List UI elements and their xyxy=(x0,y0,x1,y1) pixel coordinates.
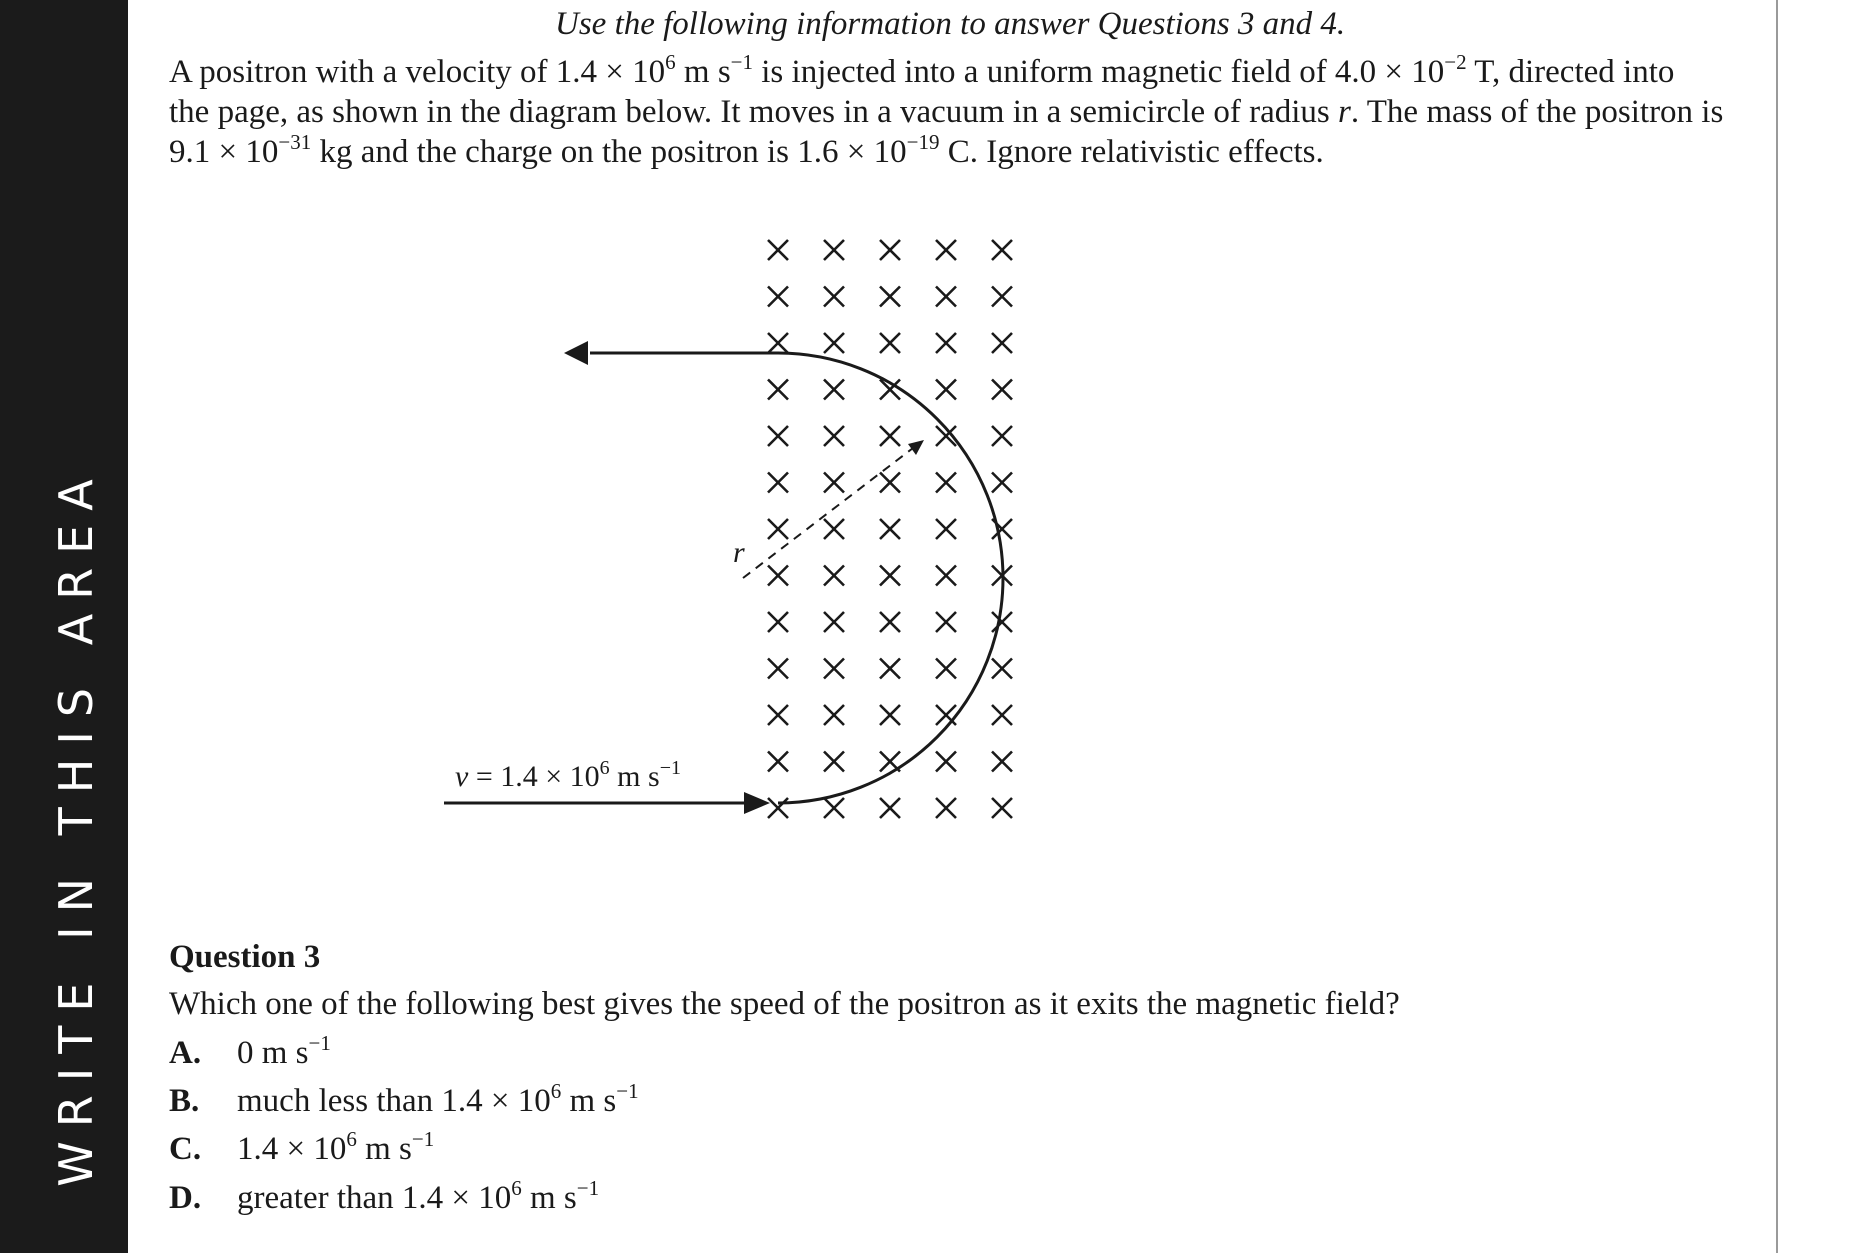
field-cross-icon xyxy=(992,240,1012,260)
option-text: greater than 1.4 × 10 xyxy=(237,1180,512,1216)
field-cross-icon xyxy=(936,380,956,400)
field-cross-icon xyxy=(824,473,844,493)
field-cross-icon xyxy=(936,333,956,353)
option-sup: 6 xyxy=(550,1079,562,1103)
field-cross-icon xyxy=(936,240,956,260)
field-cross-icon xyxy=(768,473,788,493)
option-sup: 6 xyxy=(346,1127,357,1151)
field-cross-icon xyxy=(768,287,788,307)
field-cross-icon xyxy=(992,659,1012,679)
stem-sup: −19 xyxy=(906,130,940,154)
field-cross-icon xyxy=(768,659,788,679)
field-cross-icon xyxy=(768,798,788,818)
velocity-text: = 1.4 × 10 xyxy=(468,760,600,793)
field-cross-icon xyxy=(936,473,956,493)
option-text: m s xyxy=(561,1083,617,1119)
option-text: much less than 1.4 × 10 xyxy=(237,1083,551,1119)
field-cross-icon xyxy=(992,287,1012,307)
entry-arrowhead xyxy=(744,792,770,814)
option-letter: B. xyxy=(169,1083,200,1119)
field-cross-icon xyxy=(768,612,788,632)
field-cross-icon xyxy=(824,287,844,307)
stem-text: T, directed into xyxy=(1466,54,1675,90)
stem-sup: −31 xyxy=(278,130,312,154)
radius-dashed-line xyxy=(743,448,913,578)
option-sup: −1 xyxy=(411,1127,435,1151)
stem-sup: 6 xyxy=(665,50,676,74)
field-cross-icon xyxy=(936,752,956,772)
stem-sup: −1 xyxy=(730,50,754,74)
intro-instruction: Use the following information to answer Questions 3 and 4. xyxy=(555,6,1346,42)
stem-text: kg and the charge on the positron is 1.6 × 10 xyxy=(311,134,907,170)
field-cross-icon xyxy=(880,333,900,353)
field-cross-icon xyxy=(824,612,844,632)
field-cross-icon xyxy=(992,798,1012,818)
field-cross-icon xyxy=(936,705,956,725)
field-cross-icon xyxy=(768,519,788,539)
option-letter: C. xyxy=(169,1131,202,1167)
question-text: Which one of the following best gives the speed of the positron as it exits the magnetic field? xyxy=(169,986,1400,1022)
option-sup: 6 xyxy=(511,1176,522,1200)
field-cross-icon xyxy=(992,380,1012,400)
field-cross-icon xyxy=(824,333,844,353)
field-cross-icon xyxy=(936,659,956,679)
option-text: 1.4 × 10 xyxy=(237,1131,347,1167)
write-area-label: WRITE IN THIS AREA xyxy=(49,465,103,1187)
field-cross-icon xyxy=(880,473,900,493)
field-cross-icon xyxy=(824,705,844,725)
field-cross-icon xyxy=(824,659,844,679)
option-b[interactable] xyxy=(169,1081,639,1121)
field-cross-icon xyxy=(936,519,956,539)
radius-label: r xyxy=(733,536,745,569)
option-letter: D. xyxy=(169,1180,202,1216)
field-cross-icon xyxy=(992,473,1012,493)
field-cross-icon xyxy=(880,566,900,586)
stem-text: C. Ignore relativistic effects. xyxy=(939,134,1324,170)
radius-arrowhead xyxy=(908,440,924,455)
stem-sup: −2 xyxy=(1444,50,1467,74)
velocity-text: m s xyxy=(609,760,660,793)
field-cross-icon xyxy=(768,426,788,446)
field-into-page-crosses xyxy=(768,240,1012,818)
field-cross-icon xyxy=(936,566,956,586)
option-text: m s xyxy=(356,1131,412,1167)
field-cross-icon xyxy=(824,380,844,400)
field-cross-icon xyxy=(768,566,788,586)
option-sup: −1 xyxy=(308,1031,331,1055)
field-cross-icon xyxy=(992,612,1012,632)
field-cross-icon xyxy=(992,333,1012,353)
velocity-symbol: v xyxy=(455,760,469,793)
semicircle-path xyxy=(778,353,1003,803)
option-sup: −1 xyxy=(616,1079,639,1103)
stem-text: the page, as shown in the diagram below. It moves in a vacuum in a semicircle of radius xyxy=(169,94,1339,130)
field-cross-icon xyxy=(824,240,844,260)
question-heading: Question 3 xyxy=(169,939,321,975)
field-cross-icon xyxy=(880,705,900,725)
stem-text: m s xyxy=(675,54,731,90)
stem-text: . The mass of the positron is xyxy=(1350,94,1724,130)
field-cross-icon xyxy=(880,798,900,818)
field-cross-icon xyxy=(936,287,956,307)
option-c[interactable] xyxy=(169,1129,434,1169)
field-cross-icon xyxy=(768,240,788,260)
stem-text: A positron with a velocity of 1.4 × 10 xyxy=(169,54,666,90)
velocity-sup: −1 xyxy=(659,757,681,779)
field-cross-icon xyxy=(880,612,900,632)
field-cross-icon xyxy=(992,752,1012,772)
option-a[interactable] xyxy=(169,1033,331,1073)
field-cross-icon xyxy=(880,287,900,307)
option-text: m s xyxy=(521,1180,577,1216)
option-d[interactable] xyxy=(169,1178,599,1218)
exit-arrowhead xyxy=(564,341,588,365)
field-cross-icon xyxy=(768,705,788,725)
field-cross-icon xyxy=(824,798,844,818)
field-cross-icon xyxy=(992,426,1012,446)
field-cross-icon xyxy=(880,240,900,260)
velocity-sup: 6 xyxy=(599,757,610,779)
field-cross-icon xyxy=(824,426,844,446)
stem-radius-symbol: r xyxy=(1338,94,1351,130)
stem-text: is injected into a uniform magnetic field of 4.0 × 10 xyxy=(753,54,1445,90)
field-cross-icon xyxy=(936,798,956,818)
option-sup: −1 xyxy=(576,1176,600,1200)
field-cross-icon xyxy=(880,659,900,679)
field-cross-icon xyxy=(880,426,900,446)
option-letter: A. xyxy=(169,1035,202,1071)
field-cross-icon xyxy=(880,519,900,539)
field-cross-icon xyxy=(936,612,956,632)
field-cross-icon xyxy=(768,380,788,400)
option-text: 0 m s xyxy=(237,1035,309,1071)
field-cross-icon xyxy=(824,566,844,586)
field-cross-icon xyxy=(992,705,1012,725)
field-cross-icon xyxy=(824,519,844,539)
stem-text: 9.1 × 10 xyxy=(169,134,279,170)
field-cross-icon xyxy=(768,333,788,353)
field-cross-icon xyxy=(768,752,788,772)
velocity-label xyxy=(455,757,681,793)
field-cross-icon xyxy=(824,752,844,772)
